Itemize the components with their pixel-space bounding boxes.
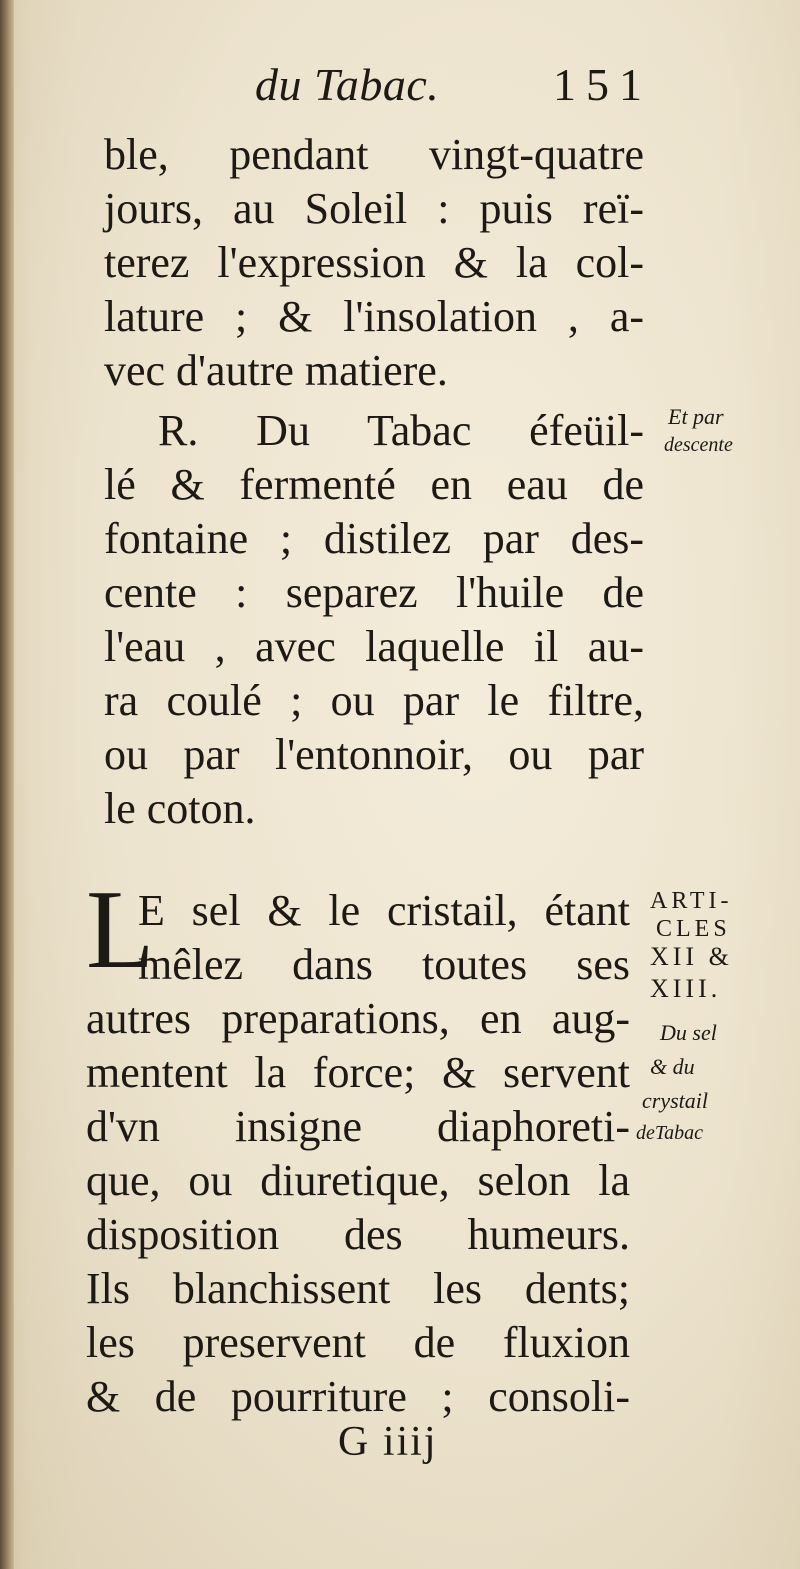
text-line: lature ; & l'insolation , a- [104,292,644,341]
margin-heading-line: ARTI- [650,888,733,914]
text-line: les preservent de fluxion [86,1318,630,1367]
text-line: d'vn insigne diaphoreti- [86,1102,630,1151]
margin-heading-line: CLES [656,916,731,942]
text-line: disposition des humeurs. [86,1210,630,1259]
text-line: mentent la force; & servent [86,1048,630,1097]
text-line: lé & fermenté en eau de [104,460,644,509]
text-line: le coton. [104,784,256,833]
text-line: vec d'autre matiere. [104,346,448,395]
margin-note-line: descente [664,434,733,456]
text-line: ble, pendant vingt-quatre [104,130,644,179]
page-gutter [0,0,14,1569]
text-line: autres preparations, en aug- [86,994,630,1043]
text-line: terez l'expression & la col- [104,238,644,287]
margin-note-line: deTabac [636,1122,704,1144]
margin-heading-line: XII & [650,942,733,971]
text-line: l'eau , avec laquelle il au- [104,622,644,671]
text-line: E sel & le cristail, étant [138,886,630,935]
text-line: jours, au Soleil : puis reï- [104,184,644,233]
margin-note-line: Et par [668,404,724,429]
text-line: cente : separez l'huile de [104,568,644,617]
margin-note-line: crystail [642,1088,708,1113]
margin-heading-line: XIII. [650,974,722,1003]
text-line: ra coulé ; ou par le filtre, [104,676,644,725]
text-line: mêlez dans toutes ses [138,940,630,989]
text-line: & de pourriture ; consoli- [86,1372,630,1421]
text-line: R. Du Tabac éfeüil- [158,406,644,455]
page-header [0,58,800,118]
running-head: du Tabac. [255,59,440,110]
text-line: Ils blanchissent les dents; [86,1264,630,1313]
margin-note-line: & du [650,1054,695,1079]
margin-note-line: Du sel [660,1020,717,1045]
signature-mark: G iiij [338,1419,438,1465]
text-line: fontaine ; distilez par des- [104,514,644,563]
drop-cap-initial: L [86,868,155,992]
page-number: 151 [553,59,652,110]
text-line: que, ou diuretique, selon la [86,1156,630,1205]
text-line: ou par l'entonnoir, ou par [104,730,644,779]
